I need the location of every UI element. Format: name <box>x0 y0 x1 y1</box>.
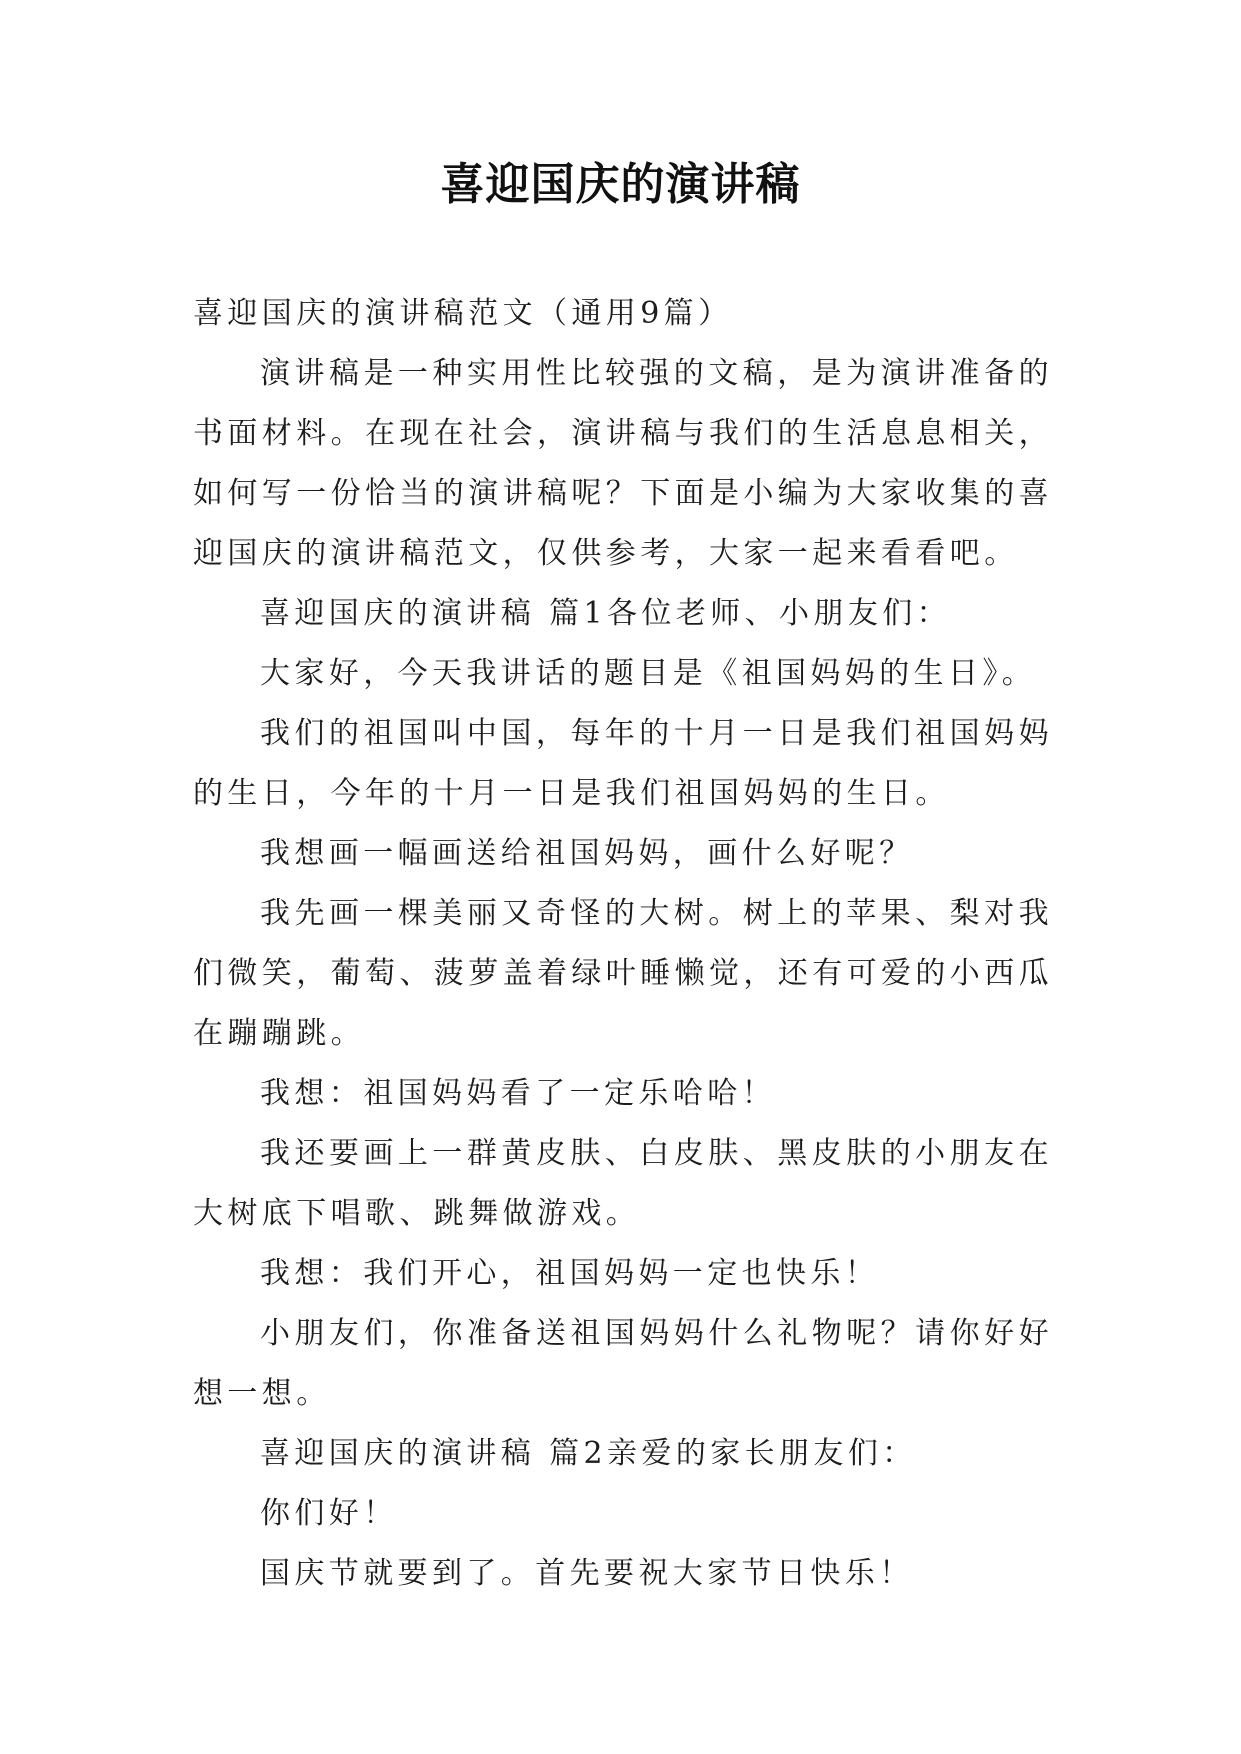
paragraph: 国庆节就要到了。首先要祝大家节日快乐！ <box>260 1556 914 1591</box>
document-subtitle: 喜迎国庆的演讲稿范文（通用9篇） <box>193 296 733 331</box>
paragraph: 我想：我们开心，祖国妈妈一定也快乐！ <box>260 1256 880 1291</box>
paragraph: 我还要画上一群黄皮肤、白皮肤、黑皮肤的小朋友在大树底下唱歌、跳舞做游戏。 <box>193 1136 1053 1231</box>
paragraph: 我先画一棵美丽又奇怪的大树。树上的苹果、梨对我们微笑，葡萄、菠萝盖着绿叶睡懒觉，还有可爱的小西瓜在蹦蹦跳。 <box>193 896 1053 1051</box>
paragraph: 大家好，今天我讲话的题目是《祖国妈妈的生日》。 <box>260 656 1037 691</box>
section-heading: 喜迎国庆的演讲稿 篇1各位老师、小朋友们： <box>260 596 952 631</box>
paragraph: 演讲稿是一种实用性比较强的文稿，是为演讲准备的书面材料。在现在社会，演讲稿与我们的生活息息相关，如何写一份恰当的演讲稿呢？下面是小编为大家收集的喜迎国庆的演讲稿范文，仅供参考，大家一起来看看吧。 <box>193 356 1053 571</box>
paragraph: 小朋友们，你准备送祖国妈妈什么礼物呢？请你好好想一想。 <box>193 1316 1053 1411</box>
paragraph: 我想：祖国妈妈看了一定乐哈哈！ <box>260 1076 776 1111</box>
paragraph: 我们的祖国叫中国，每年的十月一日是我们祖国妈妈的生日，今年的十月一日是我们祖国妈妈的生日。 <box>193 716 1053 811</box>
paragraph: 我想画一幅画送给祖国妈妈，画什么好呢？ <box>260 836 914 871</box>
paragraph: 你们好！ <box>260 1496 398 1531</box>
document-body <box>193 284 1053 1604</box>
section-heading: 喜迎国庆的演讲稿 篇2亲爱的家长朋友们： <box>260 1436 917 1471</box>
document-title: 喜迎国庆的演讲稿 <box>440 159 801 210</box>
